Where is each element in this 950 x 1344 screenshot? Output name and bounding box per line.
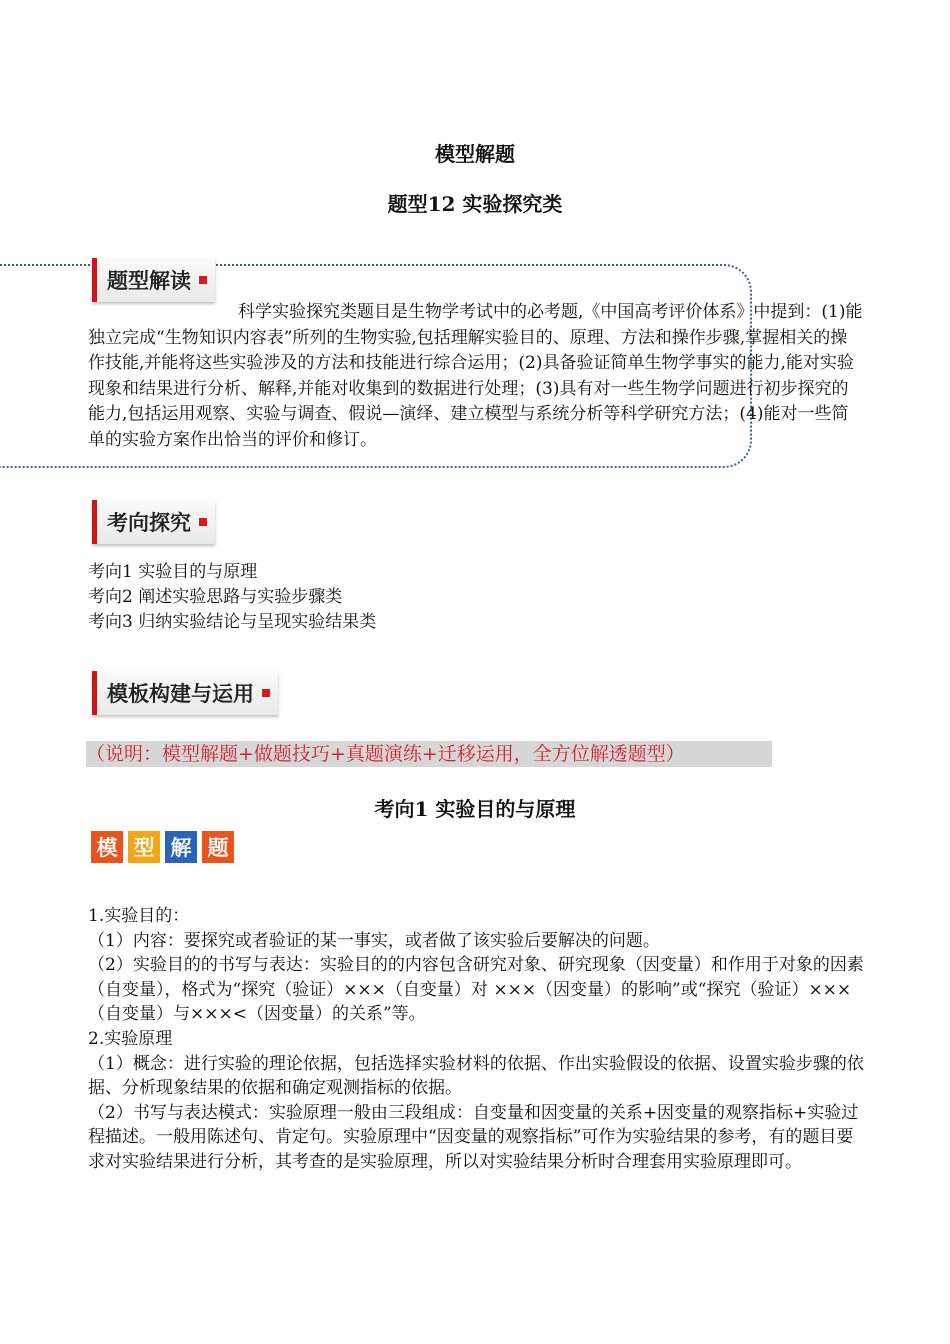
badge-xing: 型 — [127, 830, 161, 864]
directions-heading-label: 考向探究 — [107, 511, 191, 535]
content-body — [88, 904, 864, 1175]
direction1-title: 考向1 实验目的与原理 — [374, 797, 576, 821]
intro-paragraph — [88, 300, 864, 454]
directions-heading — [92, 500, 215, 544]
template-heading — [92, 671, 278, 715]
content-line: （1）概念：进行实验的理论依据，包括选择实验材料的依据、作出实验假设的依据、设置实验步骤的依据、分析现象结果的依据和确定观测指标的依据。 — [88, 1053, 864, 1099]
intro-text: 科学实验探究类题目是生物学考试中的必考题,《中国高考评价体系》中提到：(1)能独立完成“生物知识内容表”所列的生物实验,包括理解实验目的、原理、方法和操作步骤,掌握相关的操作技能,并能将这些实验涉及的方法和技能进行综合运用；(2)具备验证简单生物学事实的能力,能对实验现象和结果进行分析、解释,并能对收集到的数据进行处理；(3)具有对一些生物学问题进行初步探究的能力,包括运用观察、实验与调查、假说—演绎、建立模型与系统分析等科学研究方法；(4)能对一些简单的实验方案作出恰当的评价和修订。 — [88, 302, 863, 450]
badge-mo: 模 — [90, 830, 124, 864]
badge-ti: 题 — [201, 830, 235, 864]
content-line: （2）书写与表达模式：实验原理一般由三段组成：自变量和因变量的关系+因变量的观察指标+实验过程描述。一般用陈述句、肯定句。实验原理中“因变量的观察指标”可作为实验结果的参考，有的题目要求对实验结果进行分析，其考查的是实验原理，所以对实验结果分析时合理套用实验原理即可。 — [88, 1102, 859, 1172]
direction-item: 考向1 实验目的与原理 — [88, 562, 258, 582]
content-line: （2）实验目的的书写与表达：实验目的的内容包含研究对象、研究现象（因变量）和作用于对象的因素（自变量），格式为“探究（验证）×××（自变量）对 ×××（因变量）的影响”或“探究（验证）×××（自变量）与×××<（因变量）的关系”等。 — [88, 955, 864, 1025]
heading-square-icon — [199, 518, 207, 526]
doc-title: 模型解题 — [435, 142, 515, 166]
model-badges — [90, 830, 235, 864]
heading-square-icon — [199, 276, 207, 284]
content-line: （1）内容：要探究或者验证的某一事实，或者做了该实验后要解决的问题。 — [88, 930, 660, 951]
direction-item: 考向3 归纳实验结论与呈现实验结果类 — [88, 612, 377, 632]
intro-heading-label: 题型解读 — [107, 269, 191, 293]
note-banner: （说明：模型解题+做题技巧+真题演练+迁移运用，全方位解透题型） — [86, 741, 772, 767]
directions-list — [88, 560, 376, 635]
heading-square-icon — [262, 689, 270, 697]
template-heading-label: 模板构建与运用 — [107, 682, 254, 706]
content-line: 2.实验原理 — [88, 1028, 173, 1049]
doc-subtitle: 题型12 实验探究类 — [387, 192, 563, 216]
intro-heading — [92, 258, 215, 302]
badge-jie: 解 — [164, 830, 198, 864]
content-line: 1.实验目的： — [88, 906, 190, 926]
direction-item: 考向2 阐述实验思路与实验步骤类 — [88, 587, 343, 607]
